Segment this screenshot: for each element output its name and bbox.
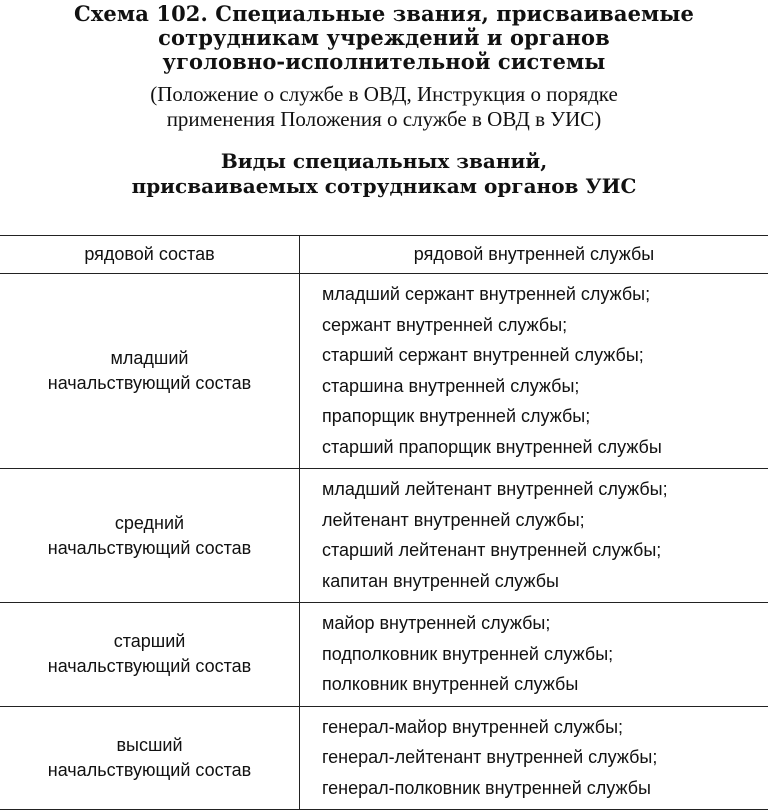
section-title-line: Виды специальных званий,	[0, 149, 768, 174]
table-row	[0, 603, 768, 707]
ranks-cell	[300, 274, 768, 469]
rank-item: рядовой внутренней службы	[414, 244, 654, 264]
rank-item: генерал-полковник внутренней службы	[322, 773, 768, 804]
ranks-cell	[300, 706, 768, 810]
ranks-cell	[300, 236, 768, 274]
category-label: рядовой состав	[0, 242, 299, 267]
rank-item: генерал-лейтенант внутренней службы;	[322, 742, 768, 773]
category-cell	[0, 236, 300, 274]
section-title	[0, 149, 768, 199]
category-label: начальствующий состав	[0, 758, 299, 783]
scheme-title	[0, 0, 768, 74]
table-row	[0, 274, 768, 469]
category-cell	[0, 469, 300, 603]
rank-item: лейтенант внутренней службы;	[322, 505, 768, 536]
legal-sources-line: применения Положения о службе в ОВД в УИС)	[0, 107, 768, 132]
rank-item: старший прапорщик внутренней службы	[322, 432, 768, 463]
scheme-title-line: уголовно-исполнительной системы	[0, 50, 768, 74]
category-label: высший	[0, 733, 299, 758]
rank-item: старший сержант внутренней службы;	[322, 340, 768, 371]
rank-list	[300, 274, 768, 468]
rank-item: прапорщик внутренней службы;	[322, 401, 768, 432]
table-row	[0, 469, 768, 603]
section-title-line: присваиваемых сотрудникам органов УИС	[0, 174, 768, 199]
category-label: младший	[0, 346, 299, 371]
rank-list	[300, 707, 768, 810]
table-row	[0, 706, 768, 810]
ranks-cell	[300, 469, 768, 603]
rank-item: генерал-майор внутренней службы;	[322, 712, 768, 743]
rank-item: старший лейтенант внутренней службы;	[322, 535, 768, 566]
scheme-title-line: Схема 102. Специальные звания, присваиваемые	[0, 2, 768, 26]
rank-item: сержант внутренней службы;	[322, 310, 768, 341]
rank-item: подполковник внутренней службы;	[322, 639, 768, 670]
category-label: начальствующий состав	[0, 371, 299, 396]
legal-sources-line: (Положение о службе в ОВД, Инструкция о порядке	[0, 82, 768, 107]
rank-item: старшина внутренней службы;	[322, 371, 768, 402]
rank-item: полковник внутренней службы	[322, 669, 768, 700]
rank-list	[300, 469, 768, 602]
rank-item: майор внутренней службы;	[322, 608, 768, 639]
ranks-cell	[300, 603, 768, 707]
scheme-title-line: сотрудникам учреждений и органов	[0, 26, 768, 50]
legal-sources	[0, 82, 768, 132]
rank-item: капитан внутренней службы	[322, 566, 768, 597]
category-cell	[0, 274, 300, 469]
rank-list	[300, 603, 768, 706]
ranks-table	[0, 235, 768, 810]
table-row	[0, 236, 768, 274]
category-label: начальствующий состав	[0, 536, 299, 561]
category-label: начальствующий состав	[0, 654, 299, 679]
rank-item: младший сержант внутренней службы;	[322, 279, 768, 310]
category-cell	[0, 603, 300, 707]
rank-item: младший лейтенант внутренней службы;	[322, 474, 768, 505]
category-label: средний	[0, 511, 299, 536]
category-label: старший	[0, 629, 299, 654]
category-cell	[0, 706, 300, 810]
